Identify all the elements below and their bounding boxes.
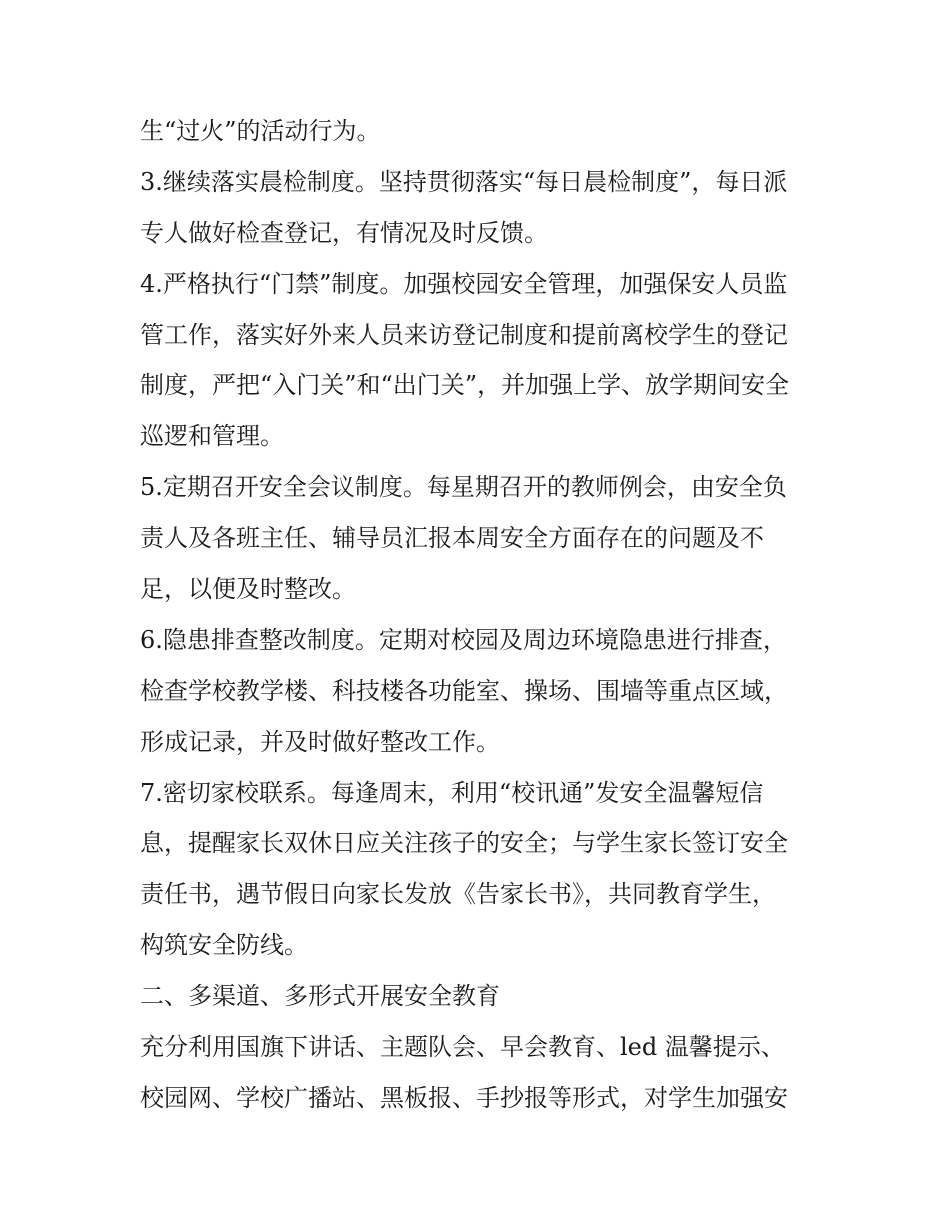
section-heading: 二、多渠道、多形式开展安全教育 [140,982,500,1011]
text-line-10: 足，以便及时整改。 [140,575,356,604]
text-line-16: 责任书，遇节假日向家长发放《告家长书》，共同教育学生， [140,880,776,909]
text-line-2: 3.继续落实晨检制度。坚持贯彻落实“每日晨检制度”，每日派 [140,167,788,196]
text-line-4: 4.严格执行“门禁”制度。加强校园安全管理，加强保安人员监 [140,269,788,298]
text-line-19: 充分利用国旗下讲话、主题队会、早会教育、led 温馨提示、 [140,1033,785,1062]
text-line-5: 管工作，落实好外来人员来访登记制度和提前离校学生的登记 [140,320,788,349]
text-line-12: 检查学校教学楼、科技楼各功能室、操场、围墙等重点区域， [140,676,788,705]
text-line-11: 6.隐患排查整改制度。定期对校园及周边环境隐患进行排查， [140,625,787,654]
text-line-17: 构筑安全防线。 [140,931,308,960]
text-line-8: 5.定期召开安全会议制度。每星期召开的教师例会，由安全负 [140,473,787,502]
text-line-9: 责人及各班主任、辅导员汇报本周安全方面存在的问题及不 [140,524,764,553]
body-text [140,106,812,1124]
text-line-1: 生“过火”的活动行为。 [140,117,381,145]
text-line-7: 巡逻和管理。 [140,422,284,451]
text-line-3: 专人做好检查登记，有情况及时反馈。 [140,218,548,247]
text-line-6: 制度，严把“入门关”和“出门关”，并加强上学、放学期间安全 [140,371,790,400]
text-line-15: 息，提醒家长双休日应关注孩子的安全；与学生家长签订安全 [140,829,788,858]
text-line-13: 形成记录，并及时做好整改工作。 [140,727,500,756]
text-line-20: 校园网、学校广播站、黑板报、手抄报等形式，对学生加强安 [140,1083,788,1112]
text-line-14: 7.密切家校联系。每逢周末，利用“校讯通”发安全温馨短信 [140,778,764,807]
